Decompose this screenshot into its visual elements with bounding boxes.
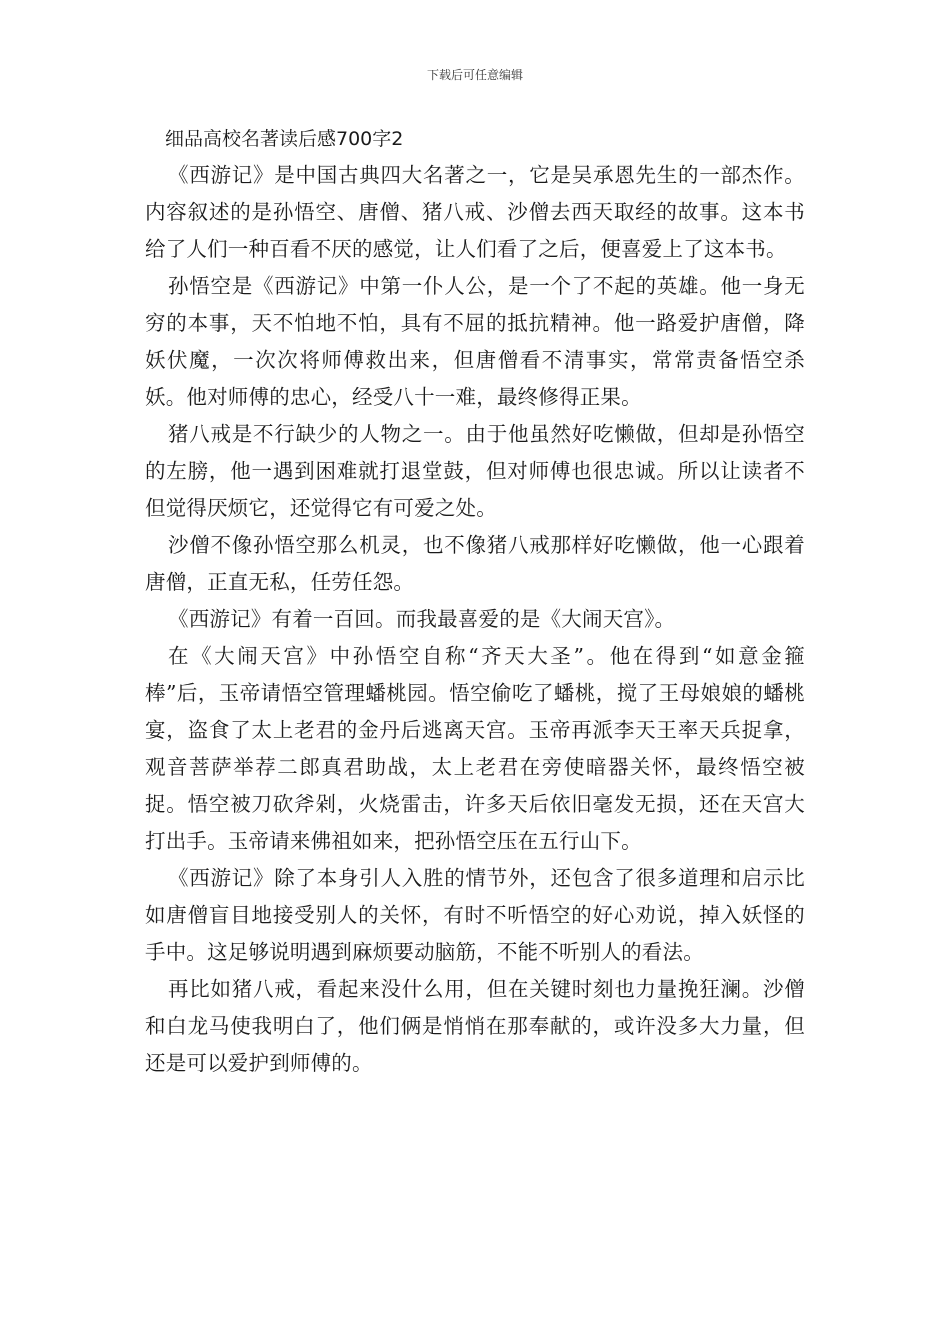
paragraph: 孙悟空是《西游记》中第一仆人公，是一个了不起的英雄。他一身无穷的本事，天不怕地不怕，具有不屈的抵抗精神。他一路爱护唐僧，降妖伏魔，一次次将师傅救出来，但唐僧看不清事实，常常责备悟空杀妖。他对师傅的忠心，经受八十一难，最终修得正果。 <box>145 274 805 409</box>
paragraph: 《西游记》除了本身引人入胜的情节外，还包含了很多道理和启示比如唐僧盲目地接受别人的关怀，有时不听悟空的好心劝说，掉入妖怪的手中。这足够说明遇到麻烦要动脑筋，不能不听别人的看法。 <box>145 866 805 964</box>
paragraph: 《西游记》是中国古典四大名著之一，它是吴承恩先生的一部杰作。内容叙述的是孙悟空、唐僧、猪八戒、沙僧去西天取经的故事。这本书给了人们一种百看不厌的感觉，让人们看了之后，便喜爱上了这本书。 <box>145 163 805 261</box>
paragraph: 再比如猪八戒，看起来没什么用，但在关键时刻也力量挽狂澜。沙僧和白龙马使我明白了，他们俩是悄悄在那奉献的，或许没多大力量，但还是可以爱护到师傅的。 <box>145 977 805 1075</box>
paragraph: 在《大闹天宫》中孙悟空自称“齐天大圣”。他在得到“如意金箍棒”后，玉帝请悟空管理蟠桃园。悟空偷吃了蟠桃，搅了王母娘娘的蟠桃宴，盗食了太上老君的金丹后逃离天宫。玉帝再派李天王率天兵捉拿，观音菩萨举荐二郎真君助战，太上老君在旁使暗器关怀，最终悟空被捉。悟空被刀砍斧剁，火烧雷击，许多天后依旧毫发无损，还在天宫大打出手。玉帝请来佛祖如来，把孙悟空压在五行山下。 <box>145 644 805 853</box>
document-title: 细品高校名著读后感700字2 <box>165 128 404 150</box>
document-body <box>145 157 805 1082</box>
paragraph: 猪八戒是不行缺少的人物之一。由于他虽然好吃懒做，但却是孙悟空的左膀，他一遇到困难就打退堂鼓，但对师傅也很忠诚。所以让读者不但觉得厌烦它，还觉得它有可爱之处。 <box>145 422 805 520</box>
paragraph: 沙僧不像孙悟空那么机灵，也不像猪八戒那样好吃懒做，他一心跟着唐僧，正直无私，任劳任怨。 <box>145 533 805 594</box>
page-header-note: 下载后可任意编辑 <box>426 68 523 82</box>
paragraph: 《西游记》有着一百回。而我最喜爱的是《大闹天宫》。 <box>168 607 676 631</box>
